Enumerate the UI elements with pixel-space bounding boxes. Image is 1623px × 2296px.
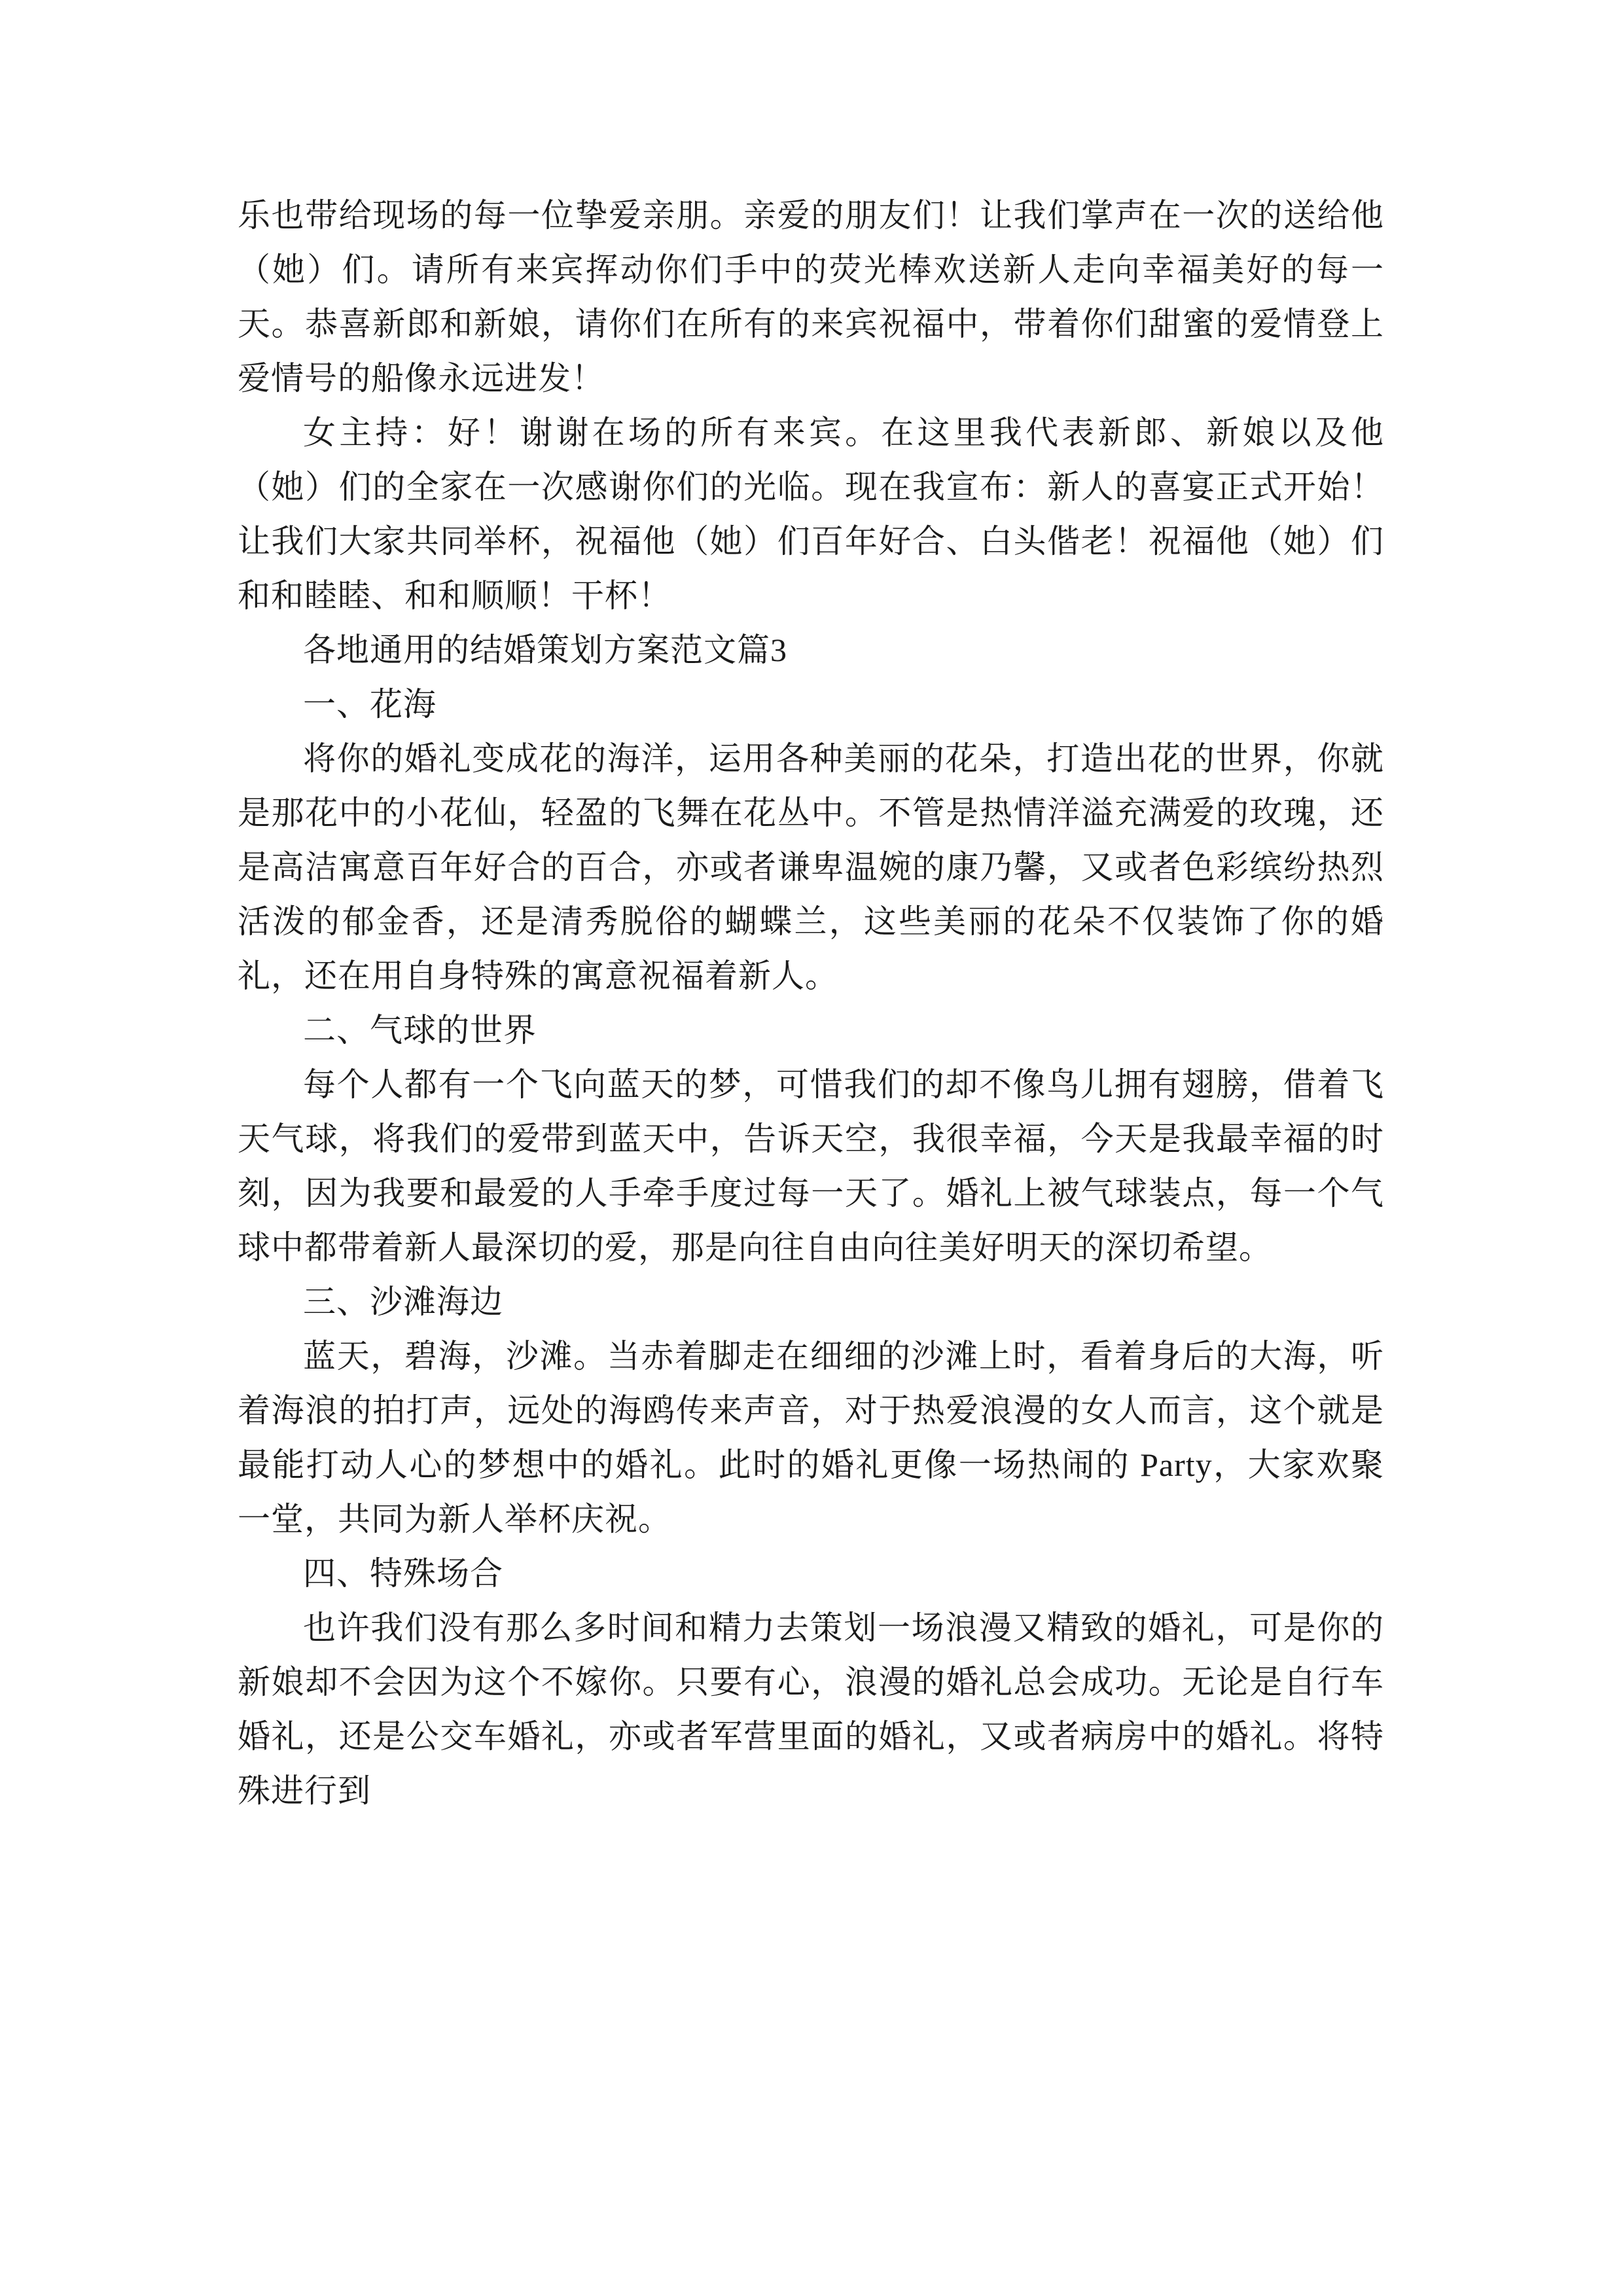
heading-flower-sea: 一、花海	[303, 686, 437, 723]
heading-special-occasion: 四、特殊场合	[303, 1555, 503, 1592]
paragraph-balloon-world: 每个人都有一个飞向蓝天的梦，可惜我们的却不像鸟儿拥有翅膀，借着飞天气球，将我们的爱带到蓝天中，告诉天空，我很幸福，今天是我最幸福的时刻，因为我要和最爱的人手牵手度过每一天了。婚礼上被气球装点，每一个气球中都带着新人最深切的爱，那是向往自由向往美好明天的深切希望。	[238, 1066, 1384, 1266]
paragraph-flower-sea: 将你的婚礼变成花的海洋，运用各种美丽的花朵，打造出花的世界，你就是那花中的小花仙，轻盈的飞舞在花丛中。不管是热情洋溢充满爱的玫瑰，还是高洁寓意百年好合的百合，亦或者谦卑温婉的康乃馨，又或者色彩缤纷热烈活泼的郁金香，还是清秀脱俗的蝴蝶兰，这些美丽的花朵不仅装饰了你的婚礼，还在用自身特殊的寓意祝福着新人。	[238, 740, 1384, 994]
paragraph-speech-continuation: 乐也带给现场的每一位挚爱亲朋。亲爱的朋友们！让我们掌声在一次的送给他（她）们。请所有来宾挥动你们手中的荧光棒欢送新人走向幸福美好的每一天。恭喜新郎和新娘，请你们在所有的来宾祝福中，带着你们甜蜜的爱情登上爱情号的船像永远进发！	[238, 197, 1384, 397]
paragraph-beach-seaside: 蓝天，碧海，沙滩。当赤着脚走在细细的沙滩上时，看着身后的大海，听着海浪的拍打声，远处的海鸥传来声音，对于热爱浪漫的女人而言，这个就是最能打动人心的梦想中的婚礼。此时的婚礼更像一场热闹的 Party，大家欢聚一堂，共同为新人举杯庆祝。	[238, 1338, 1384, 1537]
section-title-sample-3: 各地通用的结婚策划方案范文篇3	[303, 632, 787, 668]
paragraph-hostess-speech: 女主持：好！谢谢在场的所有来宾。在这里我代表新郎、新娘以及他（她）们的全家在一次感谢你们的光临。现在我宣布：新人的喜宴正式开始！让我们大家共同举杯，祝福他（她）们百年好合、白头偕老！祝福他（她）们和和睦睦、和和顺顺！干杯！	[238, 414, 1384, 614]
heading-balloon-world: 二、气球的世界	[303, 1012, 537, 1049]
heading-beach-seaside: 三、沙滩海边	[303, 1283, 503, 1320]
paragraph-special-occasion: 也许我们没有那么多时间和精力去策划一场浪漫又精致的婚礼，可是你的新娘却不会因为这个不嫁你。只要有心，浪漫的婚礼总会成功。无论是自行车婚礼，还是公交车婚礼，亦或者军营里面的婚礼，又或者病房中的婚礼。将特殊进行到	[238, 1609, 1384, 1809]
document-content	[238, 188, 1384, 1818]
